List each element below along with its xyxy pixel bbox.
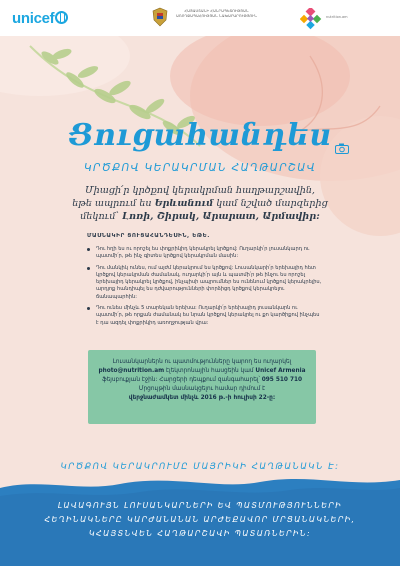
bottom-line-1: ԼԱՎԱԳՈՒՅՆ ԼՈՒՍԱՆԿԱՐՆԵՐԻ ԵՎ ՊԱՏՄՈՒԹՅՈՒՆՆԵՐԻ: [57, 501, 343, 510]
partner-name: nutrition.am: [326, 15, 348, 19]
submission-line-1: Լուսանկարներն ու պատմությունները կարող ես ուղարկել: [112, 359, 292, 365]
intro-line-3-prefix: մեկում՝: [80, 211, 123, 222]
camera-icon: [335, 143, 349, 154]
intro-regions: Լոռի, Շիրակ, Արարատ, Արմավիր:: [122, 211, 320, 222]
rules-list: [87, 246, 323, 331]
bottom-line-3: ԿՀԱՅՏՆՎԵՆ ՀԱՂԹԱՐՇԱՎԻ ՊԱՏԱՌՆԵՐԻՆ:: [88, 529, 312, 538]
poster-title: Ցուցահանդես: [68, 118, 332, 153]
intro-line-3: [70, 210, 330, 223]
poster-subtitle: ԿՐԾՔՈՎ ԿԵՐԱԿՐՄԱՆ ՀԱՂԹԱՐՇԱՎ: [83, 162, 317, 174]
header-bar: [0, 0, 400, 36]
email-link[interactable]: photo@nutrition.am: [98, 368, 165, 374]
submission-line-4: Մրցույթին մասնակցելու համար դիմում է: [138, 386, 266, 392]
globe-icon: [55, 11, 68, 24]
rules-heading: ՄԱՍՆԱԿԻՐ ՑՈՒՑԱՀԱՆԴԵՍԻՆ, ԵԹԵ.: [87, 233, 210, 239]
submission-line-3: [88, 376, 316, 384]
rule-item: Դու ունես մինչև 5 տարեկան երեխա: Ուղարկի՛ր երեխայիդ լուսանկարն ու պատմի՛ր, թե որքան ժամանակ ես նրան կրծքով կերակրել ու քո կարծիքով ինչպես է դա ազդել փոքրիկիդ առողջության վրա:: [87, 305, 323, 327]
coat-of-arms-icon: [151, 7, 169, 27]
intro-line-2: [70, 197, 330, 210]
phone-number[interactable]: 095 510 710: [261, 377, 303, 383]
submission-line-2: [88, 367, 316, 375]
submission-line-2-mid: էլեկտրոնային հասցեին կամ: [164, 368, 256, 374]
deadline-text: [88, 394, 316, 402]
deadline-bold: վերջնաժամկետ մինչև 2016 թ.-ի հուլիսի 22-ը:: [128, 395, 276, 401]
unicef-logo: [12, 10, 68, 27]
unicef-logo-text: unicef: [12, 10, 55, 27]
bottom-announcement: [30, 499, 370, 541]
intro-line-1: Միացի՛ր կրծքով կերակրման հաղթարշավին,: [85, 185, 315, 196]
intro-line-2-prefix: եթե ապրում ես: [72, 198, 155, 209]
submission-info-box: [88, 350, 316, 424]
intro-city-yerevan: Երևանում: [154, 198, 214, 209]
intro-line-2-suffix: կամ նշված մարզերից: [213, 198, 328, 209]
rule-item: Դու հղի ես ու որոշել ես փոքրիկիդ կերակրել կրծքով: Ուղարկի՛ր լուսանկարդ ու պատմի՛ր, թե ինչ գիտես կրծքով կերակրման մասին:: [87, 246, 323, 261]
submission-line-3-prefix: ֆեյսբուքյան էջին: Հարցերի դեպքում զանգահարել՝: [101, 377, 262, 383]
partner-logo-icon: [300, 8, 324, 30]
tagline: ԿՐԾՔՈՎ ԿԵՐԱԿՐՈՒՄԸ ՄԱՅՐԻԿԻ ՀԱՂԹԱՆԱԿՆ Է:: [60, 462, 340, 472]
bottom-line-2: ՀԵՂԻՆԱԿՆԵՐԸ ԿԱՐԺԱՆԱՆԱՆ ԱՐԺԵՔԱՎՈՐ ՄՐՑԱՆԱԿՆԵՐԻ,: [44, 515, 356, 524]
facebook-page-link[interactable]: Unicef Armenia: [255, 368, 306, 374]
intro-text: [70, 184, 330, 223]
rule-item: Դու մանկիկ ունես, ում այժմ կերակրում ես կրծքով: Լուսանկարի՛ր երեխայիդ հետ կրծքով կերակրման ժամանակ, ուղարկի՛ր այն և պատմի՛ր թե ինչու ես որոշել երեխայիդ կերակրել կրծքով, ինչպիսի ապրումներ ես ունենում կրծքով կերակրելիս, արդյոք հանդիպել ես դժվարությունների փորձիցդ կրծքով կերակրելու ճանապարհին:: [87, 265, 323, 301]
ministry-name: ՀԱՅԱՍՏԱՆԻ ՀԱՆՐԱՊԵՏՈՒԹՅԱՆ ԱՌՈՂՋԱՊԱՀՈՒԹՅԱՆ ՆԱԽԱՐԱՐՈՒԹՅՈՒՆ: [175, 9, 258, 18]
